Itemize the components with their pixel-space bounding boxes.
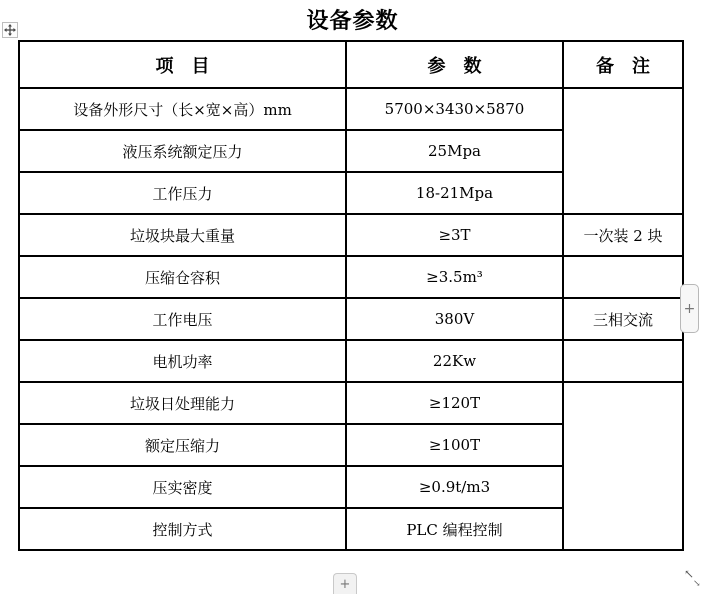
table-resize-handle[interactable] — [683, 568, 703, 592]
plus-icon: + — [683, 300, 696, 317]
table-row — [19, 340, 683, 382]
parameters-table — [18, 40, 684, 551]
cell-param: ≥3.5m³ — [346, 256, 563, 298]
cell-param: ≥120T — [346, 382, 563, 424]
cell-note — [563, 382, 683, 550]
cell-item: 垃圾日处理能力 — [19, 382, 346, 424]
cell-note — [563, 340, 683, 382]
table-body — [19, 88, 683, 550]
side-insert-button[interactable] — [680, 284, 699, 333]
cell-item: 控制方式 — [19, 508, 346, 550]
table-row — [19, 214, 683, 256]
column-header-param: 参 数 — [346, 41, 563, 88]
cell-item: 压实密度 — [19, 466, 346, 508]
column-header-item: 项 目 — [19, 41, 346, 88]
move-cross-icon — [4, 24, 16, 36]
bottom-insert-button[interactable] — [333, 573, 357, 594]
cell-param: ≥100T — [346, 424, 563, 466]
table-row — [19, 298, 683, 340]
cell-note: 一次装 2 块 — [563, 214, 683, 256]
table-header-row — [19, 41, 683, 88]
cell-param: 18-21Mpa — [346, 172, 563, 214]
cell-item: 压缩仓容积 — [19, 256, 346, 298]
cell-param: 22Kw — [346, 340, 563, 382]
cell-param: 25Mpa — [346, 130, 563, 172]
cell-note — [563, 256, 683, 298]
page-title: 设备参数 — [306, 9, 399, 34]
cell-item: 设备外形尺寸（长×宽×高）mm — [19, 88, 346, 130]
cell-item: 额定压缩力 — [19, 424, 346, 466]
cell-item: 垃圾块最大重量 — [19, 214, 346, 256]
table-row — [19, 88, 683, 130]
cell-item: 液压系统额定压力 — [19, 130, 346, 172]
cell-note — [563, 88, 683, 214]
cell-param: ≥0.9t/m3 — [346, 466, 563, 508]
cell-note: 三相交流 — [563, 298, 683, 340]
column-header-note: 备 注 — [563, 41, 683, 88]
diagonal-resize-icon: ↘ — [693, 579, 701, 589]
cell-param: PLC 编程控制 — [346, 508, 563, 550]
cell-param: ≥3T — [346, 214, 563, 256]
table-row — [19, 382, 683, 424]
table-move-handle[interactable] — [2, 22, 18, 38]
cell-param: 5700×3430×5870 — [346, 88, 563, 130]
table-row — [19, 256, 683, 298]
cell-item: 工作电压 — [19, 298, 346, 340]
cell-item: 电机功率 — [19, 340, 346, 382]
cell-item: 工作压力 — [19, 172, 346, 214]
plus-icon: + — [339, 576, 351, 592]
diagonal-resize-icon: ↖ — [684, 567, 695, 581]
cell-param: 380V — [346, 298, 563, 340]
